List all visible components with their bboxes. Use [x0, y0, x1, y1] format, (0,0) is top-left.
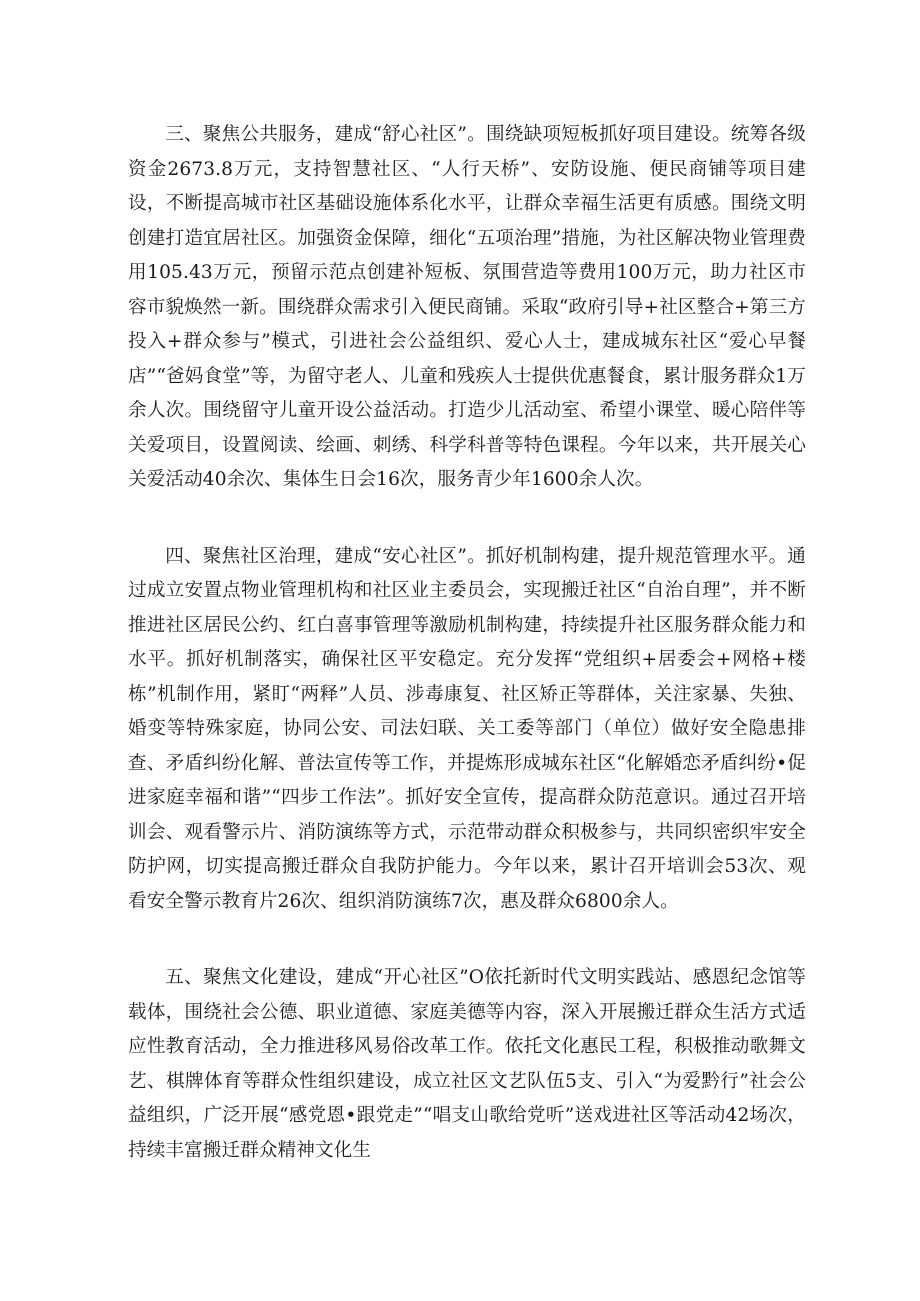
paragraph-community-governance: 四、聚焦社区治理，建成“安心社区”。抓好机制构建，提升规范管理水平。通过成立安置点物业管理机构和社区业主委员会，实现搬迁社区“自治自理”，并不断推进社区居民公约、红白喜事管理等激励机制构建，持续提升社区服务群众能力和水平。抓好机制落实，确保社区平安稳定。充分发挥“党组织+居委会+网格+楼栋”机制作用，紧盯“两释”人员、涉毒康复、社区矫正等群体，关注家暴、失独、婚变等特殊家庭，协同公安、司法妇联、关工委等部门（单位）做好安全隐患排查、矛盾纠纷化解、普法宣传等工作，并提炼形成城东社区“化解婚恋矛盾纠纷•促进家庭幸福和谐”“四步工作法”。抓好安全宣传，提高群众防范意识。通过召开培训会、观看警示片、消防演练等方式，示范带动群众积极参与，共同织密织牢安全防护网，切实提高搬迁群众自我防护能力。今年以来，累计召开培训会53次、观看安全警示教育片26次、组织消防演练7次，惠及群众6800余人。: [128, 545, 806, 912]
document-body: [128, 118, 806, 1210]
paragraph-cultural-construction: 五、聚焦文化建设，建成“开心社区”O依托新时代文明实践站、感恩纪念馆等载体，围绕社会公德、职业道德、家庭美德等内容，深入开展搬迁群众生活方式适应性教育活动，全力推进移风易俗改革工作。依托文化惠民工程，积极推动歌舞文艺、棋牌体育等群众性组织建设，成立社区文艺队伍5支、引入“为爱黔行”社会公益组织，广泛开展“感党恩•跟党走”“唱支山歌给党听”送戏进社区等活动42场次，持续丰富搬迁群众精神文化生: [128, 967, 806, 1161]
paragraph-public-services: 三、聚焦公共服务，建成“舒心社区”。围绕缺项短板抓好项目建设。统筹各级资金2673.8万元，支持智慧社区、“人行天桥”、安防设施、便民商铺等项目建设，不断提高城市社区基础设施体系化水平，让群众幸福生活更有质感。围绕文明创建打造宜居社区。加强资金保障，细化“五项治理”措施，为社区解决物业管理费用105.43万元，预留示范点创建补短板、氛围营造等费用100万元，助力社区市容市貌焕然一新。围绕群众需求引入便民商铺。采取“政府引导+社区整合+第三方投入+群众参与”模式，引进社会公益组织、爱心人士，建成城东社区“爱心早餐店”“爸妈食堂”等，为留守老人、儿童和残疾人士提供优惠餐食，累计服务群众1万余人次。围绕留守儿童开设公益活动。打造少儿活动室、希望小课堂、暖心陪伴等关爱项目，设置阅读、绘画、刺绣、科学科普等特色课程。今年以来，共开展关心关爱活动40余次、集体生日会16次，服务青少年1600余人次。: [128, 124, 806, 490]
